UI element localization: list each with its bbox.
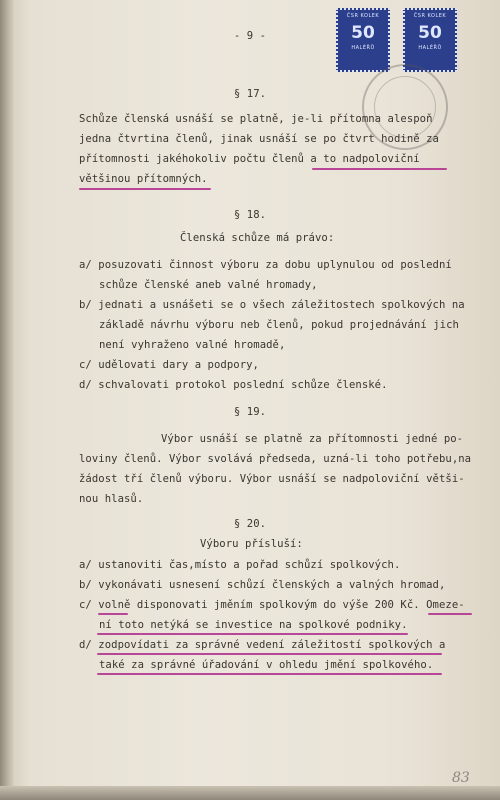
underline-mark bbox=[428, 613, 472, 615]
section-20-heading: § 20. bbox=[233, 518, 267, 530]
section-20-line: a/ ustanoviti čas,místo a pořad schůzí spolkových. bbox=[79, 559, 401, 571]
page-left-edge bbox=[0, 0, 14, 800]
section-18-line: schůze členské aneb valné hromady, bbox=[99, 279, 318, 291]
page-number: - 9 - bbox=[233, 30, 267, 42]
section-19-line: žádost tří členů výboru. Výbor usnáší se nadpoloviční větši- bbox=[79, 473, 465, 485]
pencil-folio-note: 83 bbox=[452, 770, 470, 786]
section-18-line: a/ posuzovati činnost výboru za dobu uplynulou od poslední bbox=[79, 259, 452, 271]
underline-mark bbox=[97, 653, 442, 655]
section-17-line: přítomnosti jakéhokoliv počtu členů a to nadpoloviční bbox=[79, 153, 420, 165]
section-17-line: většinou přítomných. bbox=[79, 173, 208, 185]
page-bottom-edge bbox=[0, 786, 500, 800]
section-18-line: d/ schvalovati protokol poslední schůze členské. bbox=[79, 379, 388, 391]
section-20-line: c/ volně disponovati jměním spolkovým do výše 200 Kč. Omeze- bbox=[79, 599, 465, 611]
section-20-line: b/ vykonávati usnesení schůzí členských a valných hromad, bbox=[79, 579, 446, 591]
section-17-line: Schůze členská usnáší se platně, je-li přítomna alespoň bbox=[79, 113, 433, 125]
underline-mark bbox=[312, 168, 447, 170]
section-19-line: Výbor usnáší se platně za přítomnosti jedné po- bbox=[161, 433, 464, 445]
section-18-heading: § 18. bbox=[233, 209, 267, 221]
section-17-line: jedna čtvrtina členů, jinak usnáší se po čtvrt hodině za bbox=[79, 133, 439, 145]
section-20-line: ní toto netýká se investice na spolkové podniky. bbox=[99, 619, 408, 631]
underline-mark bbox=[98, 613, 128, 615]
section-19-heading: § 19. bbox=[233, 406, 267, 418]
section-20-line: d/ zodpovídati za správné vedení záležitostí spolkových a bbox=[79, 639, 446, 651]
section-18-line: b/ jednati a usnášeti se o všech záležitostech spolkových na bbox=[79, 299, 465, 311]
revenue-stamp-1: ČSR KOLEK 50 HALÉŘŮ bbox=[336, 8, 390, 72]
section-20-intro: Výboru přísluší: bbox=[200, 538, 303, 550]
section-18-line: není vyhraženo valné hromadě, bbox=[99, 339, 286, 351]
underline-mark bbox=[97, 673, 442, 675]
section-19-line: loviny členů. Výbor svolává předseda, uzná-li toho potřebu,na bbox=[79, 453, 472, 465]
section-19-line: nou hlasů. bbox=[79, 493, 144, 505]
section-18-line: c/ udělovati dary a podpory, bbox=[79, 359, 259, 371]
revenue-stamp-2: ČSR KOLEK 50 HALÉŘŮ bbox=[403, 8, 457, 72]
section-20-line: také za správné úřadování v ohledu jmění spolkového. bbox=[99, 659, 434, 671]
underline-mark bbox=[97, 633, 408, 635]
section-18-line: základě návrhu výboru neb členů, pokud projednávání jich bbox=[99, 319, 459, 331]
section-17-heading: § 17. bbox=[233, 88, 267, 100]
underline-mark bbox=[79, 188, 211, 190]
section-18-intro: Členská schůze má právo: bbox=[180, 232, 335, 244]
